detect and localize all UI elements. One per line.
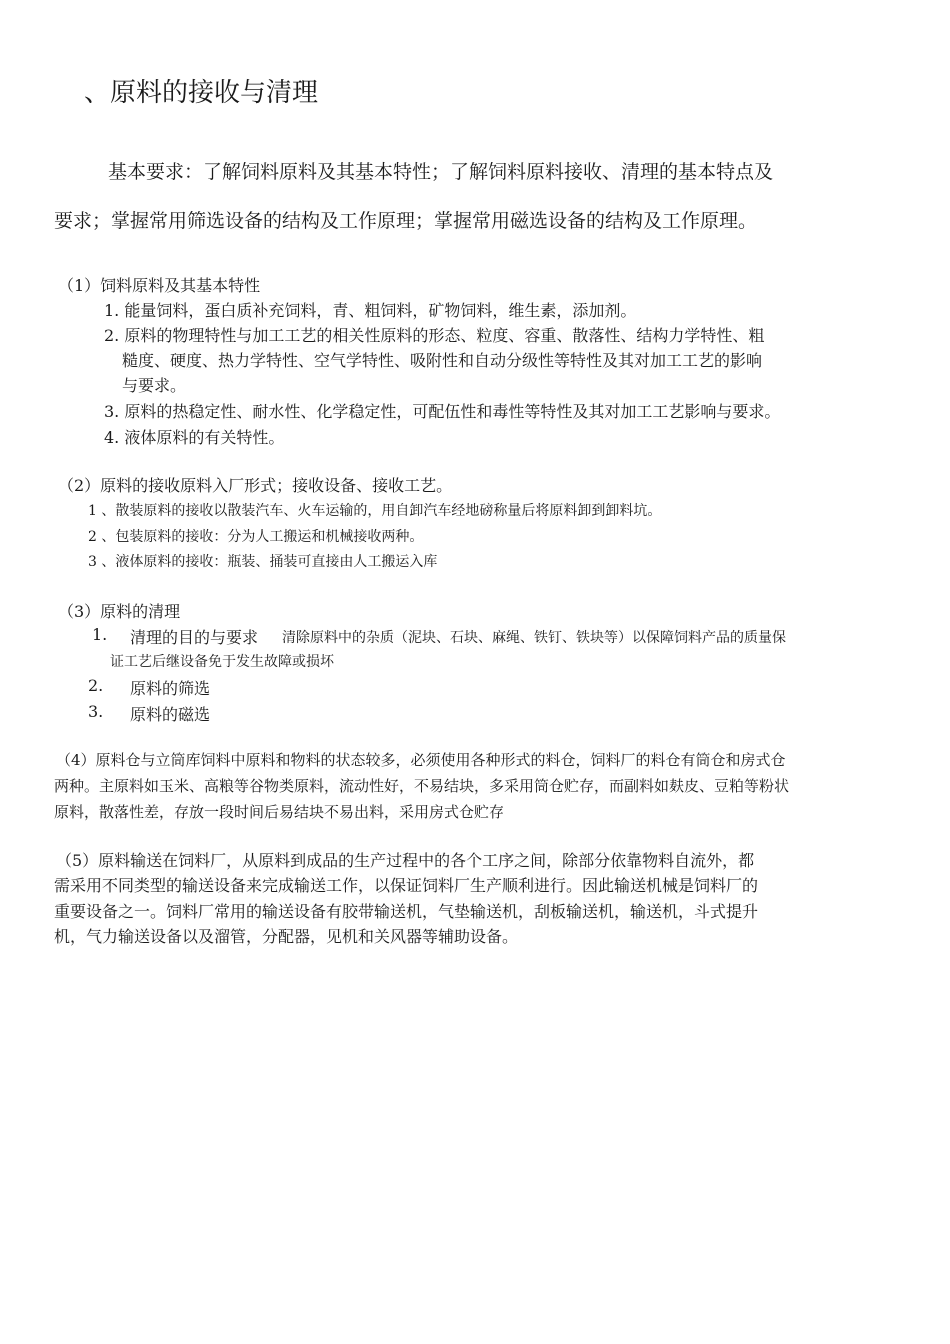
section-1-item-2-line-2: 糙度、硬度、热力学特性、空气学特性、吸附性和自动分级性等特性及其对加工工艺的影响 xyxy=(122,351,763,370)
section-1-item-1: 1. 能量饲料，蛋白质补充饲料，青、粗饲料，矿物饲料，维生素，添加剂。 xyxy=(104,301,637,320)
intro-line-1: 基本要求：了解饲料原料及其基本特性；了解饲料原料接收、清理的基本特点及 xyxy=(108,161,774,183)
section-4-line-2: 两种。主原料如玉米、高粮等谷物类原料，流动性好，不易结块，多采用筒仓贮存，而副料如麸皮、豆粕等粉状 xyxy=(54,777,790,795)
section-5-line-1: （5）原料输送在饲料厂，从原料到成品的生产过程中的各个工序之间，除部分依靠物料自流外，都 xyxy=(56,851,755,870)
section-4-line-1: （4）原料仓与立筒库饲料中原料和物料的状态较多，必须使用各种形式的料仓，饲料厂的料仓有筒仓和房式仓 xyxy=(56,751,786,769)
section-5-line-3: 重要设备之一。饲料厂常用的输送设备有胶带输送机，气垫输送机，刮板输送机，输送机，斗式提升 xyxy=(54,902,759,921)
page-title: 、原料的接收与清理 xyxy=(84,78,319,108)
section-4-line-3: 原料，散落性差，存放一段时间后易结块不易出料，采用房式仓贮存 xyxy=(54,803,505,821)
section-3-item-1-text: 清除原料中的杂质（泥块、石块、麻绳、铁钉、铁块等）以保障饲料产品的质量保 xyxy=(282,630,786,646)
section-1-item-2-line-1: 2. 原料的物理特性与加工工艺的相关性原料的形态、粒度、容重、散落性、结构力学特性、粗 xyxy=(104,326,765,345)
section-1-item-3: 3. 原料的热稳定性、耐水性、化学稳定性，可配伍性和毒性等特性及其对加工工艺影响与要求。 xyxy=(104,402,781,421)
section-2-item-3: 3 、液体原料的接收：瓶装、捅装可直接由人工搬运入库 xyxy=(88,554,438,570)
intro-line-2: 要求；掌握常用筛选设备的结构及工作原理；掌握常用磁选设备的结构及工作原理。 xyxy=(54,210,758,232)
section-5-line-2: 需采用不同类型的输送设备来完成输送工作，以保证饲料厂生产顺利进行。因此输送机械是饲料厂的 xyxy=(54,876,759,895)
section-1-item-2-line-3: 与要求。 xyxy=(122,376,187,395)
section-2-item-1: 1 、散装原料的接收以散装汽车、火车运输的，用自卸汽车经地磅称量后将原料卸到卸料坑。 xyxy=(88,503,662,519)
section-3-item-2-number: 2. xyxy=(88,676,104,695)
section-3-item-3-number: 3. xyxy=(88,702,104,721)
section-3-item-1-number: 1. xyxy=(92,625,108,644)
section-2-heading: （2）原料的接收原料入厂形式；接收设备、接收工艺。 xyxy=(58,476,453,495)
section-2-item-2: 2 、包装原料的接收：分为人工搬运和机械接收两种。 xyxy=(88,529,424,545)
section-3-heading: （3）原料的清理 xyxy=(58,602,181,621)
section-3-item-1-lead: 清理的目的与要求 xyxy=(130,628,259,647)
section-1-item-4: 4. 液体原料的有关特性。 xyxy=(104,428,285,447)
section-1-heading: （1）饲料原料及其基本特性 xyxy=(58,276,261,295)
section-3-item-2-text: 原料的筛选 xyxy=(130,679,211,698)
section-3-item-1-line-2: 证工艺后继设备免于发生故障或损坏 xyxy=(110,654,334,670)
section-3-item-3-text: 原料的磁选 xyxy=(130,705,211,724)
section-5-line-4: 机，气力输送设备以及溜管，分配器，见机和关风器等辅助设备。 xyxy=(54,927,519,946)
